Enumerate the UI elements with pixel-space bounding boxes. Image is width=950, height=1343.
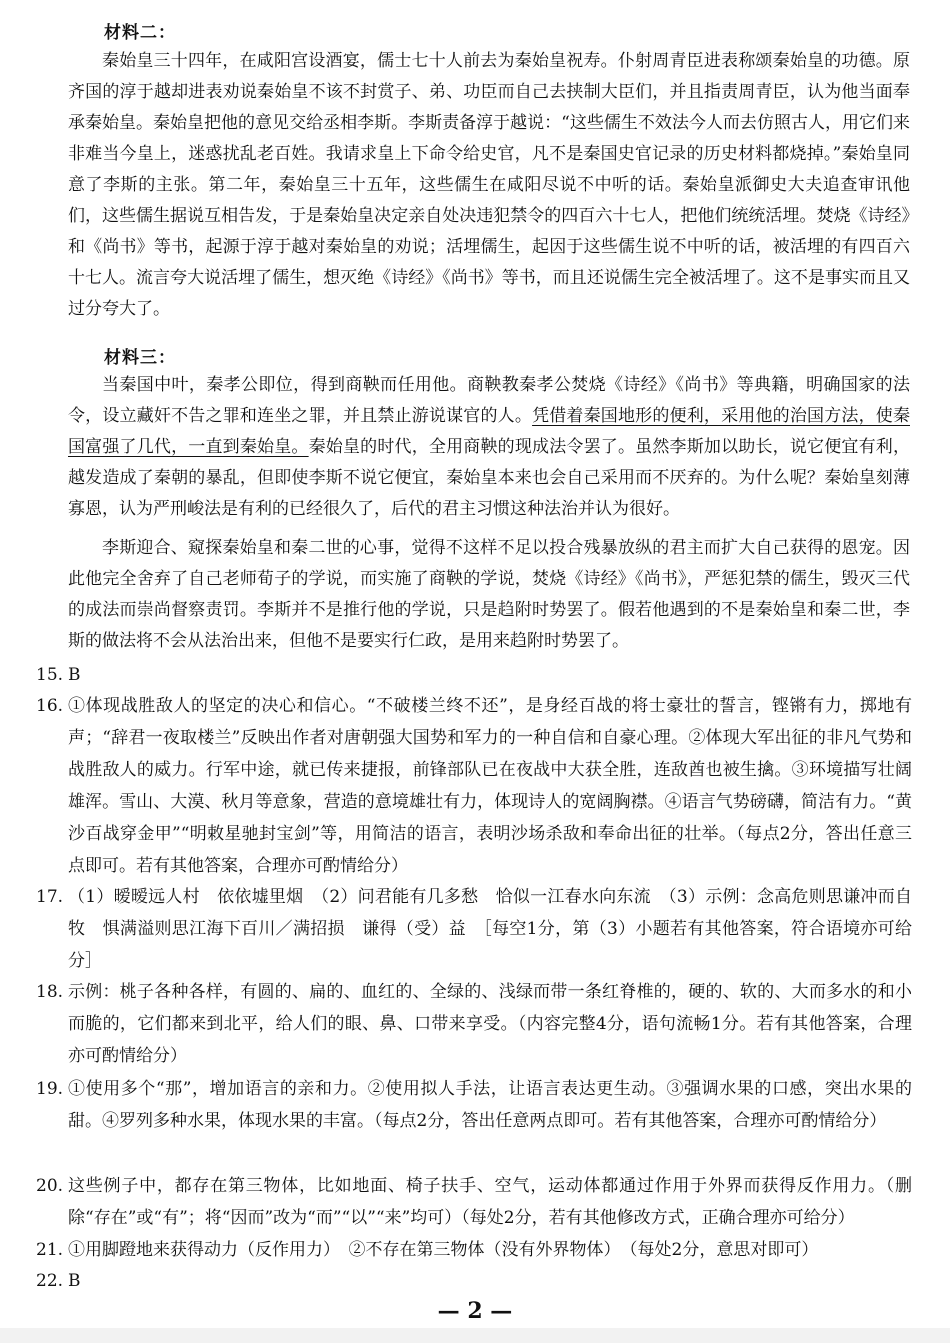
material-3-paragraph-2: 李斯迎合、窥探秦始皇和秦二世的心事，觉得不这样不足以投合残暴放纵的君主而扩大自己获得的恩宠。因此他完全舍弃了自己老师荀子的学说，而实施了商鞅的学说，焚烧《诗经》《尚书》，严惩犯禁的儒生，毁灭三代的成法而崇尚督察责罚。李斯并不是推行他的学说，只是趋附时势罢了。假若他遇到的不是秦始皇和秦二世，李斯的做法将不会从法治出来，但他不是要实行仁政，是用来趋附时势罢了。 bbox=[68, 538, 910, 651]
answer-text: 这些例子中，都存在第三物体，比如地面、椅子扶手、空气，运动体都通过作用于外界而获得反作用力。（删除“存在”或“有”；将“因而”改为“而”“以”“来”均可）（每处2分，若有其他修改方式，正确合理亦可给分） bbox=[68, 1176, 912, 1228]
answer-number: 19. bbox=[36, 1079, 64, 1099]
answer-text: ①用脚蹬地来获得动力（反作用力） ②不存在第三物体（没有外界物体） （每处2分，意思对即可） bbox=[68, 1240, 819, 1260]
material-3-underlined-text: 凭借着秦国地形的便利，采用他的治国方法，使秦国富强了几代，一直到秦始皇。 bbox=[68, 406, 910, 457]
answer-number: 22. bbox=[36, 1271, 64, 1291]
answer-item bbox=[36, 976, 912, 1072]
answer-item bbox=[36, 690, 912, 882]
answer-number: 21. bbox=[36, 1240, 64, 1260]
material-3-text: 秦始皇的时代，全用商鞅的现成法令罢了。虽然李斯加以助长，说它便宜有利，越发造成了秦朝的暴乱，但即使李斯不说它便宜，秦始皇本来也会自己采用而不厌弃的。为什么呢？秦始皇刻薄寡恩，认为严刑峻法是有利的已经很久了，后代的君主习惯这种法治并认为很好。 bbox=[68, 437, 910, 519]
material-3-paragraph-1 bbox=[68, 370, 910, 525]
answer-item bbox=[36, 1073, 912, 1137]
answer-text: （1）暧暧远人村 依依墟里烟 （2）问君能有几多愁 恰似一江春水向东流 （3）示例：念高危则思谦冲而自牧 惧满溢则思江海下百川／满招损 谦得（受）益 ［每空1分，第（3）小题若有其他答案，符合语境亦可给分］ bbox=[68, 887, 912, 971]
answer-number: 15. bbox=[36, 665, 64, 685]
answer-number: 16. bbox=[36, 696, 64, 716]
answer-number: 20. bbox=[36, 1176, 64, 1196]
answer-item bbox=[36, 1170, 912, 1234]
answer-text: B bbox=[68, 665, 81, 685]
material-3-text: 当秦国中叶，秦孝公即位，得到商鞅而任用他。商鞅教秦孝公焚烧《诗经》《尚书》等典籍，明确国家的法令，设立藏奸不告之罪和连坐之罪，并且禁止游说谋官的人。 bbox=[68, 375, 910, 426]
bottom-band bbox=[0, 1328, 950, 1343]
page-number: — 2 — bbox=[437, 1298, 513, 1324]
answer-text: B bbox=[68, 1271, 81, 1291]
answer-text: ①使用多个“那”，增加语言的亲和力。②使用拟人手法，让语言表达更生动。③强调水果的口感，突出水果的甜。④罗列多种水果，体现水果的丰富。（每点2分，答出任意两点即可。若有其他答案，合理亦可酌情给分） bbox=[68, 1079, 912, 1131]
answer-number: 17. bbox=[36, 887, 64, 907]
answer-number: 18. bbox=[36, 982, 64, 1002]
answer-item bbox=[36, 659, 912, 691]
answer-item bbox=[36, 1234, 912, 1266]
material-3-heading: 材料三： bbox=[104, 348, 176, 368]
material-2-paragraph: 秦始皇三十四年，在咸阳宫设酒宴，儒士七十人前去为秦始皇祝寿。仆射周青臣进表称颂秦始皇的功德。原齐国的淳于越却进表劝说秦始皇不该不封赏子、弟、功臣而自己去挟制大臣们，并且指责周青臣，认为他当面奉承秦始皇。秦始皇把他的意见交给丞相李斯。李斯责备淳于越说：“这些儒生不效法今人而去仿照古人，用它们来非难当今皇上，迷惑扰乱老百姓。我请求皇上下命令给史官，凡不是秦国史官记录的历史材料都烧掉。”秦始皇同意了李斯的主张。第二年，秦始皇三十五年，这些儒生在咸阳尽说不中听的话。秦始皇派御史大夫追查审讯他们，这些儒生据说互相告发，于是秦始皇决定亲自处决违犯禁令的四百六十七人，把他们统统活埋。焚烧《诗经》和《尚书》等书，起源于淳于越对秦始皇的劝说；活埋儒生，起因于这些儒生说不中听的话，被活埋的有四百六十七人。流言夸大说活埋了儒生，想灭绝《诗经》《尚书》等书，而且还说儒生完全被活埋了。这不是事实而且又过分夸大了。 bbox=[68, 51, 910, 319]
answer-item bbox=[36, 1265, 912, 1297]
material-2-heading: 材料二： bbox=[104, 23, 176, 43]
answer-text: ①体现战胜敌人的坚定的决心和信心。“不破楼兰终不还”，是身经百战的将士豪壮的誓言，铿锵有力，掷地有声；“辞君一夜取楼兰”反映出作者对唐朝强大国势和军力的一种自信和自豪心理。②体现大军出征的非凡气势和战胜敌人的威力。行军中途，就已传来捷报，前锋部队已在夜战中大获全胜，连敌酋也被生擒。③环境描写壮阔雄浑。雪山、大漠、秋月等意象，营造的意境雄壮有力，体现诗人的宽阔胸襟。④语言气势磅礴，简洁有力。“黄沙百战穿金甲”“明敕星驰封宝剑”等，用简洁的语言，表明沙场杀敌和奉命出征的壮举。（每点2分，答出任意三点即可。若有其他答案，合理亦可酌情给分） bbox=[68, 696, 912, 876]
answer-item bbox=[36, 881, 912, 977]
answer-text: 示例：桃子各种各样，有圆的、扁的、血红的、全绿的、浅绿而带一条红脊椎的，硬的、软的、大而多水的和小而脆的，它们都来到北平，给人们的眼、鼻、口带来享受。（内容完整4分，语句流畅1分。若有其他答案，合理亦可酌情给分） bbox=[68, 982, 912, 1066]
